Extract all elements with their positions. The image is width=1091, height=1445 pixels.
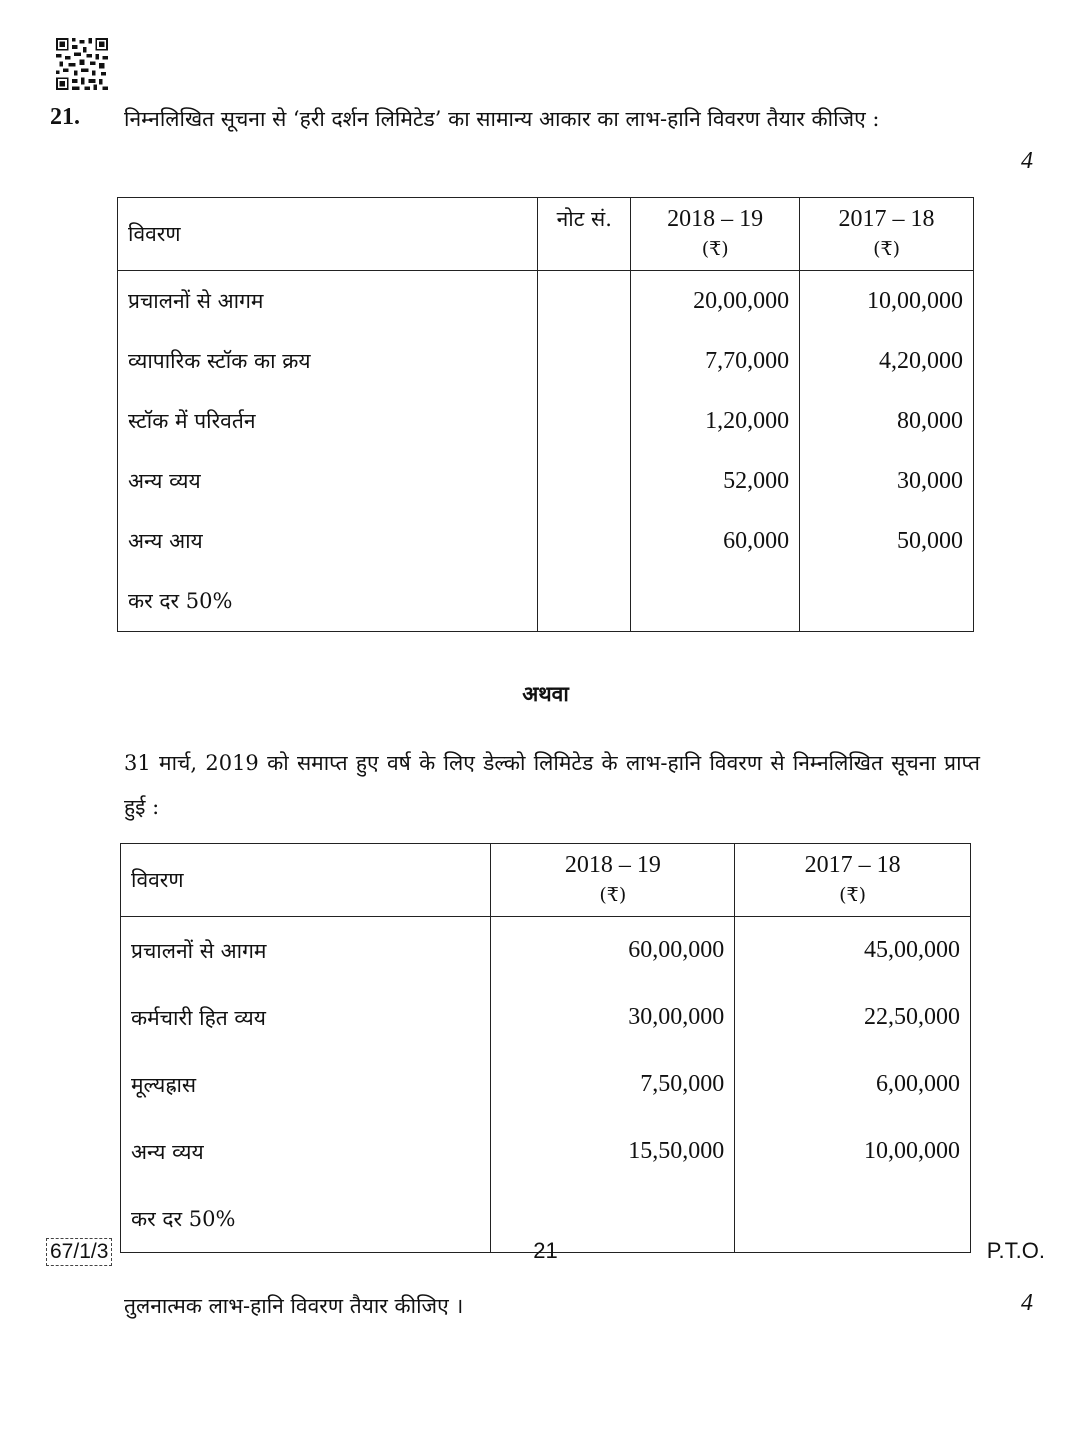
row-value: 30,00,000 bbox=[491, 984, 735, 1051]
row-label: अन्य आय bbox=[128, 529, 203, 553]
row-value: 30,000 bbox=[800, 451, 974, 511]
column-header: 2018 – 19 bbox=[667, 206, 764, 232]
row-note bbox=[538, 391, 631, 451]
row-value: 1,20,000 bbox=[631, 391, 800, 451]
page-number: 21 bbox=[533, 1238, 558, 1263]
row-value: 60,00,000 bbox=[491, 917, 735, 985]
unit-label: (₹) bbox=[839, 884, 867, 906]
column-header: विवरण bbox=[121, 844, 491, 917]
row-value bbox=[631, 571, 800, 632]
row-value: 10,00,000 bbox=[735, 1118, 971, 1185]
row-value: 15,50,000 bbox=[491, 1118, 735, 1185]
row-label: कर दर 50% bbox=[128, 589, 233, 613]
row-value: 6,00,000 bbox=[735, 1051, 971, 1118]
table-row bbox=[118, 271, 974, 332]
column-header: विवरण bbox=[118, 198, 538, 271]
row-label: कर दर 50% bbox=[131, 1206, 236, 1231]
column-header: 2017 – 18 bbox=[838, 206, 935, 232]
row-note bbox=[538, 571, 631, 632]
row-label: मूल्यह्रास bbox=[131, 1072, 197, 1097]
question-text: निम्नलिखित सूचना से ‘हरी दर्शन लिमिटेड’ का सामान्य आकार का लाभ-हानि विवरण तैयार कीजिए : bbox=[124, 107, 880, 131]
data-table-1 bbox=[117, 197, 974, 632]
data-table-2 bbox=[120, 843, 971, 1253]
instruction-marks: 4 bbox=[1021, 1290, 1033, 1316]
unit-label: (₹) bbox=[599, 884, 627, 906]
row-value: 22,50,000 bbox=[735, 984, 971, 1051]
row-value: 45,00,000 bbox=[735, 917, 971, 985]
row-value: 4,20,000 bbox=[800, 331, 974, 391]
unit-label: (₹) bbox=[701, 238, 729, 260]
column-header: 2018 – 19 bbox=[564, 852, 661, 878]
row-label: व्यापारिक स्टॉक का क्रय bbox=[128, 349, 311, 373]
pto-label: P.T.O. bbox=[986, 1238, 1045, 1263]
question-marks: 4 bbox=[1021, 148, 1033, 174]
row-value bbox=[800, 571, 974, 632]
row-note bbox=[538, 331, 631, 391]
question-number: 21. bbox=[50, 104, 80, 130]
row-note bbox=[538, 271, 631, 332]
row-label: कर्मचारी हित व्यय bbox=[131, 1005, 266, 1030]
row-value: 80,000 bbox=[800, 391, 974, 451]
row-label: प्रचालनों से आगम bbox=[131, 938, 267, 963]
table-row bbox=[121, 1051, 971, 1118]
table-row bbox=[118, 451, 974, 511]
qr-code-icon bbox=[53, 38, 111, 90]
row-label: प्रचालनों से आगम bbox=[128, 289, 264, 313]
paper-code: 67/1/3 bbox=[46, 1238, 112, 1266]
table-row bbox=[118, 331, 974, 391]
row-label: स्टॉक में परिवर्तन bbox=[128, 409, 256, 433]
row-note bbox=[538, 451, 631, 511]
instruction-text: तुलनात्मक लाभ-हानि विवरण तैयार कीजिए । bbox=[124, 1294, 464, 1318]
row-note bbox=[538, 511, 631, 571]
or-heading: अथवा bbox=[522, 681, 569, 706]
row-value: 50,000 bbox=[800, 511, 974, 571]
alternative-question-text: 31 मार्च, 2019 को समाप्त हुए वर्ष के लिए डेल्को लिमिटेड के लाभ-हानि विवरण से निम्नलिखित सूचना प्राप्त हुई : bbox=[124, 751, 980, 819]
table-row bbox=[118, 391, 974, 451]
table-row bbox=[118, 511, 974, 571]
row-value: 20,00,000 bbox=[631, 271, 800, 332]
column-header: नोट सं. bbox=[538, 198, 631, 271]
row-label: अन्य व्यय bbox=[128, 469, 201, 493]
table-row bbox=[121, 984, 971, 1051]
row-value: 10,00,000 bbox=[800, 271, 974, 332]
row-value: 7,50,000 bbox=[491, 1051, 735, 1118]
table-row bbox=[121, 917, 971, 985]
unit-label: (₹) bbox=[873, 238, 901, 260]
row-value: 52,000 bbox=[631, 451, 800, 511]
row-label: अन्य व्यय bbox=[131, 1139, 204, 1164]
table-row bbox=[121, 1118, 971, 1185]
table-row bbox=[118, 571, 974, 632]
column-header: 2017 – 18 bbox=[804, 852, 901, 878]
row-value: 60,000 bbox=[631, 511, 800, 571]
row-value: 7,70,000 bbox=[631, 331, 800, 391]
